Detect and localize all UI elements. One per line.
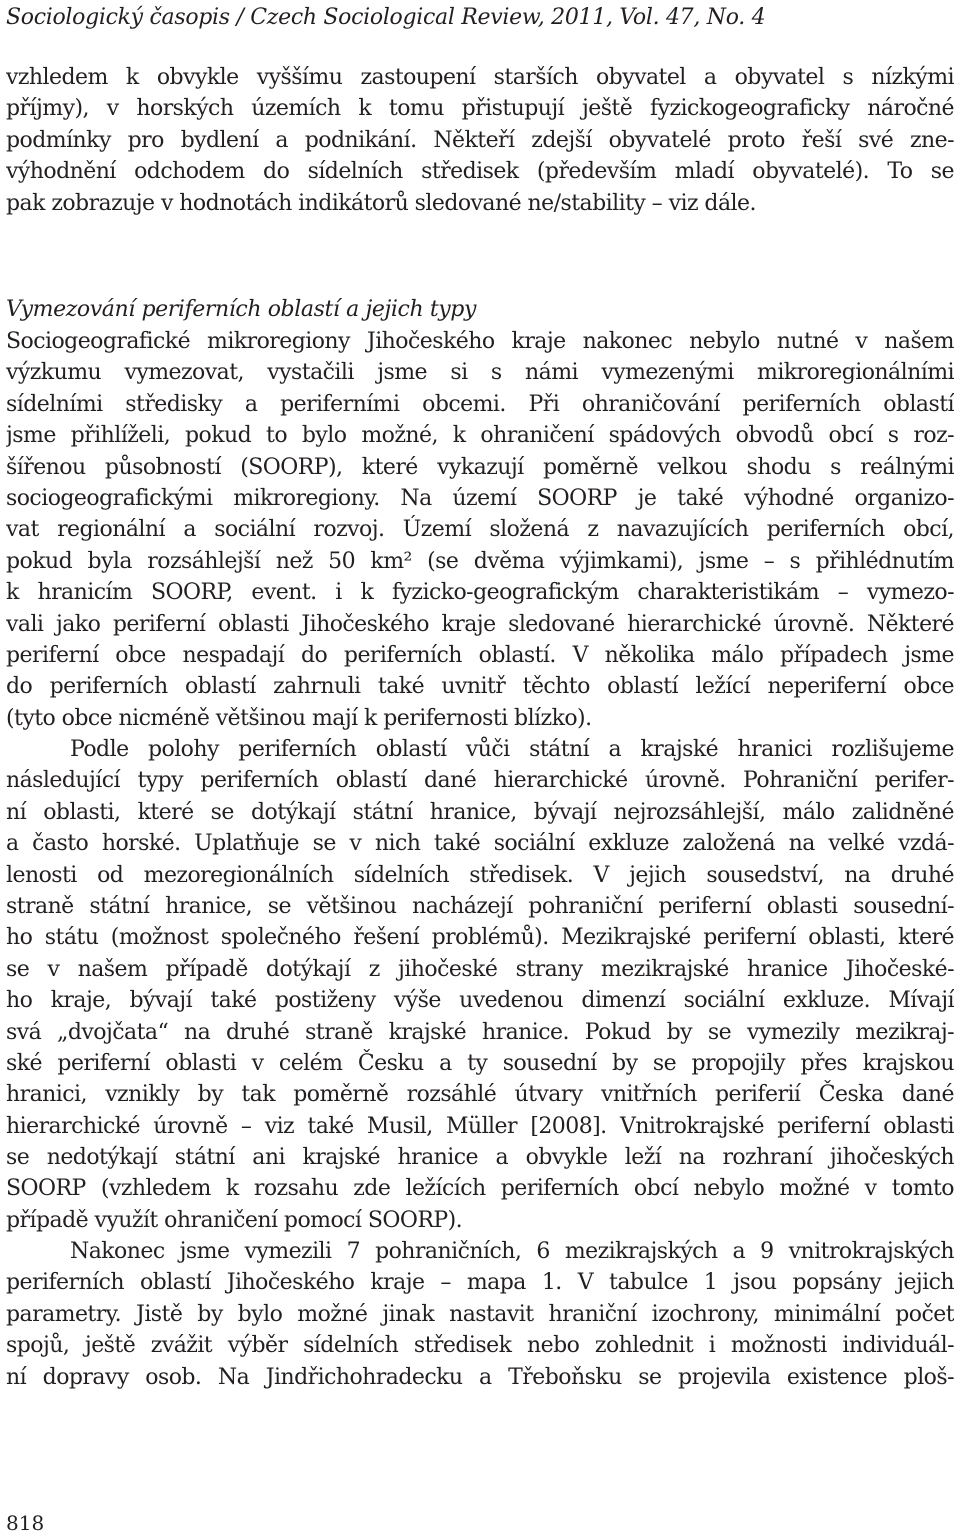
- text-line: ní dopravy osob. Na Jindřichohradecku a Třeboňsku se projevila existence ploš-: [6, 1364, 954, 1390]
- text-line: Sociogeografické mikroregiony Jihočeského kraje nakonec nebylo nutné v našem: [6, 329, 954, 354]
- text-line: jsme přihlíželi, pokud to bylo možné, k ohraničení spádových obvodů obcí s roz-: [6, 423, 954, 449]
- text-line: se v našem případě dotýkají z jihočeské strany mezikrajské hranice Jihočeské-: [6, 956, 954, 982]
- text-line: sociogeografickými mikroregiony. Na území SOORP je také výhodné organizo-: [6, 485, 954, 511]
- body-paragraph: [6, 1236, 954, 1393]
- text-line: vzhledem k obvykle vyššímu zastoupení starších obyvatel a obyvatel s nízkými: [6, 65, 954, 90]
- text-line: spojů, ještě zvážit výběr sídelních středisek nebo zohlednit i možnosti individuál-: [6, 1333, 954, 1359]
- intro-paragraph: [6, 62, 954, 219]
- text-line: případě využít ohraničení pomocí SOORP).: [6, 1207, 463, 1233]
- text-line: svá „dvojčata“ na druhé straně krajské hranice. Pokud by se vymezily mezikraj-: [6, 1019, 954, 1045]
- page-number: 818: [6, 1511, 45, 1535]
- text-line: k hranicím SOORP, event. i k fyzicko-geografickým charakteristikám – vymezo-: [6, 580, 954, 606]
- text-line: hierarchické úrovně – viz také Musil, Müller [2008]. Vnitrokrajské periferní oblasti: [6, 1113, 954, 1139]
- text-line: parametry. Jistě by bylo možné jinak nastavit hraniční izochrony, minimální počet: [6, 1301, 954, 1327]
- text-line: ské periferní oblasti v celém Česku a ty sousední by se propojily přes krajskou: [6, 1050, 954, 1076]
- text-line: straně státní hranice, se většinou nacházejí pohraniční periferní oblasti sousední-: [6, 893, 954, 919]
- text-line: se nedotýkají státní ani krajské hranice a obvykle leží na rozhraní jihočeských: [6, 1145, 954, 1171]
- text-line: SOORP (vzhledem k rozsahu zde ležících periferních obcí nebylo možné v tomto: [6, 1176, 954, 1202]
- text-line: ní oblasti, které se dotýkají státní hranice, bývají nejrozsáhlejší, málo zalidněné: [6, 799, 954, 825]
- text-line: ho státu (možnost společného řešení problémů). Mezikrajské periferní oblasti, které: [6, 925, 954, 951]
- text-line: šířenou působností (SOORP), které vykazují poměrně velkou shodu s reálnými: [6, 454, 954, 480]
- text-line: (tyto obce nicméně většinou mají k perifernosti blízko).: [6, 705, 592, 731]
- running-head: Sociologický časopis / Czech Sociological Review, 2011, Vol. 47, No. 4: [6, 5, 766, 30]
- text-line: periferních oblastí Jihočeského kraje – mapa 1. V tabulce 1 jsou popsány jejich: [6, 1270, 954, 1296]
- text-line: výhodnění odchodem do sídelních středisek (především mladí obyvatelé). To se: [6, 159, 954, 185]
- text-line: sídelními středisky a periferními obcemi. Při ohraničování periferních oblastí: [6, 391, 954, 417]
- text-line: následující typy periferních oblastí dané hierarchické úrovně. Pohraniční perifer-: [6, 768, 954, 794]
- text-line: pokud byla rozsáhlejší než 50 km² (se dvěma výjimkami), jsme – s přihlédnutím: [6, 548, 954, 574]
- text-line: Nakonec jsme vymezili 7 pohraničních, 6 mezikrajských a 9 vnitrokrajských: [70, 1239, 954, 1264]
- text-line: příjmy), v horských územích k tomu přistupují ještě fyzickogeograficky náročné: [6, 96, 954, 122]
- body-paragraph: [6, 326, 954, 734]
- text-line: a často horské. Uplatňuje se v nich také sociální exkluze založená na velké vzdá-: [6, 831, 954, 857]
- text-line: ho kraje, bývají také postiženy výše uvedenou dimenzí sociální exkluze. Mívají: [6, 988, 954, 1014]
- text-line: Podle polohy periferních oblastí vůči státní a krajské hranici rozlišujeme: [70, 737, 954, 762]
- section-heading: Vymezování periferních oblastí a jejich typy: [6, 297, 477, 322]
- text-line: hranici, vznikly by tak poměrně rozsáhlé útvary vnitřních periferií Česka dané: [6, 1082, 954, 1108]
- text-line: do periferních oblastí zahrnuli také uvnitř těchto oblastí ležící neperiferní obce: [6, 674, 954, 700]
- text-line: vat regionální a sociální rozvoj. Území složená z navazujících periferních obcí,: [6, 517, 954, 543]
- text-line: podmínky pro bydlení a podnikání. Někteří zdejší obyvatelé proto řeší své zne-: [6, 127, 954, 153]
- body-paragraph: [6, 734, 954, 1236]
- text-line: výzkumu vymezovat, vystačili jsme si s námi vymezenými mikroregionálními: [6, 360, 954, 386]
- text-line: vali jako periferní oblasti Jihočeského kraje sledované hierarchické úrovně. Některé: [6, 611, 954, 637]
- text-line: pak zobrazuje v hodnotách indikátorů sledované ne/stability – viz dále.: [6, 190, 756, 216]
- text-line: lenosti od mezoregionálních sídelních středisek. V jejich sousedství, na druhé: [6, 862, 954, 888]
- text-line: periferní obce nespadají do periferních oblastí. V několika málo případech jsme: [6, 642, 954, 668]
